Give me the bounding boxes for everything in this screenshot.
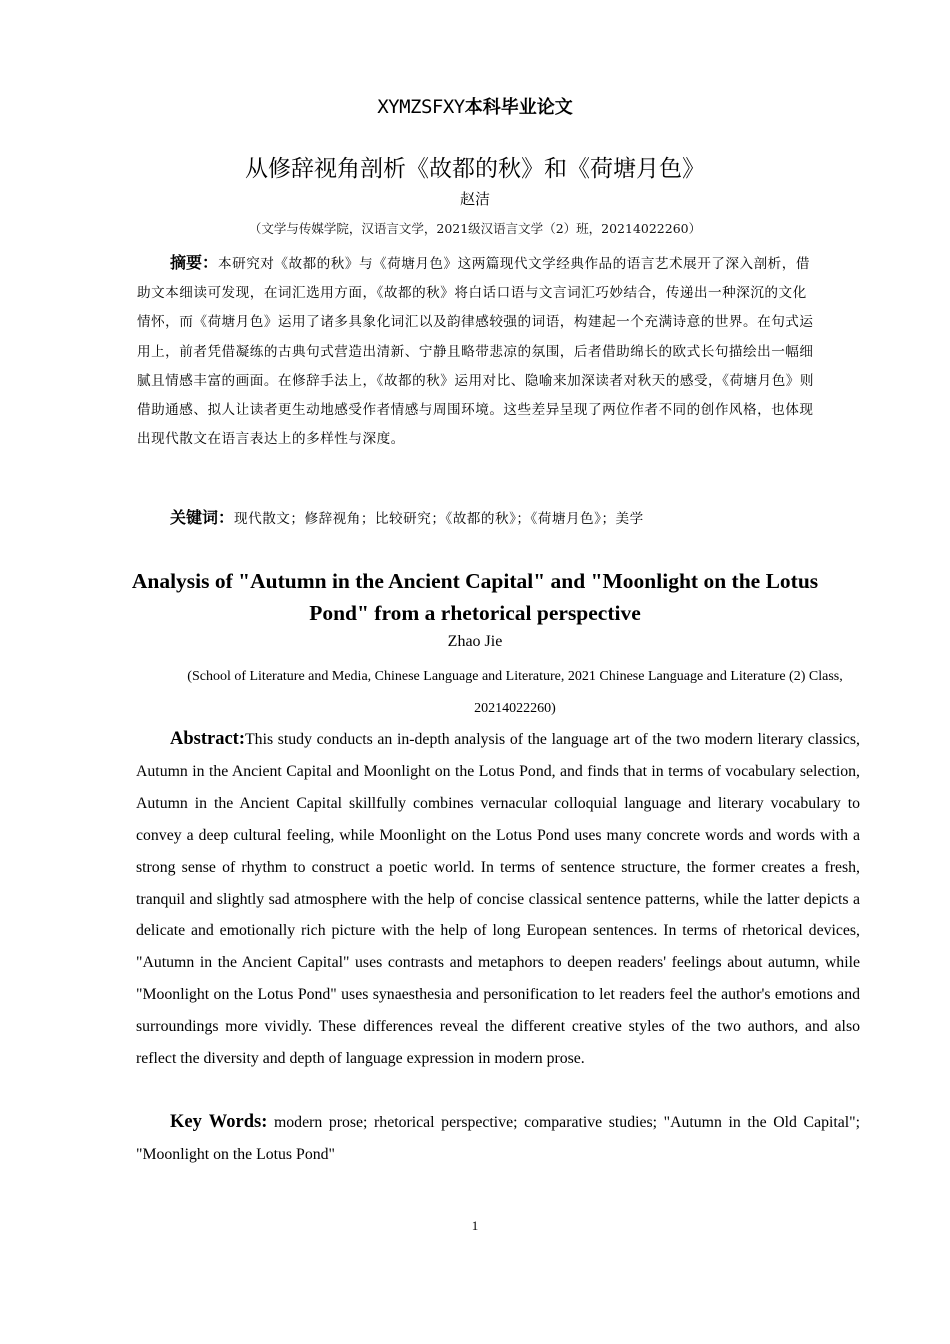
english-keywords-label: Key Words: [170, 1112, 268, 1132]
header-code: XYMZSFXY [377, 96, 465, 118]
english-affiliation: (School of Literature and Media, Chinese Language and Literature, 2021 Chinese Language and Literature (2) Class, 20214022260) [187, 669, 843, 716]
running-header [0, 93, 950, 119]
chinese-affiliation: （文学与传媒学院，汉语言文学，2021级汉语言文学（2）班，20214022260） [248, 221, 702, 236]
chinese-abstract-label: 摘要： [170, 253, 219, 272]
english-abstract [136, 724, 860, 1075]
english-author: Zhao Jie [447, 633, 503, 650]
page-number: 1 [471, 1218, 479, 1233]
english-abstract-label: Abstract: [170, 729, 246, 749]
chinese-keywords-label: 关键词： [170, 508, 235, 527]
english-abstract-text: This study conducts an in-depth analysis of the language art of the two modern literary classics, Autumn in the Ancient Capital and Moonlight on the Lotus Pond, and finds that in terms of vocabulary selection, Autumn in the Ancient Capital skillfully combines vernacular colloquial language and literary vocabulary to convey a deep cultural feeling, while Moonlight on the Lotus Pond uses many concrete words and words with a strong sense of rhythm to construct a poetic world. In terms of sentence structure, the former creates a fresh, tranquil and slightly sad atmosphere with the help of concise classical sentence patterns, while the latter depicts a delicate and emotionally rich picture with the help of long European sentences. In terms of rhetorical devices, "Autumn in the Ancient Capital" uses contrasts and metaphors to deepen readers' feelings about autumn, while "Moonlight on the Lotus Pond" uses synaesthesia and personification to let readers feel the author's emotions and surroundings more vividly. These differences reveal the different creative styles of the two authors, and also reflect the diversity and depth of language expression in modern prose. [136, 731, 860, 1068]
chinese-abstract [137, 248, 817, 454]
english-keywords-text: modern prose; rhetorical perspective; comparative studies; "Autumn in the Old Capital"; "Moonlight on the Lotus Pond" [136, 1114, 860, 1163]
chinese-keywords [137, 505, 817, 532]
chinese-title: 从修辞视角剖析《故都的秋》和《荷塘月色》 [245, 156, 705, 182]
english-title: Analysis of "Autumn in the Ancient Capital" and "Moonlight on the Lotus Pond" from a rhetorical perspective [131, 569, 819, 625]
english-keywords [136, 1107, 860, 1170]
chinese-abstract-text: 本研究对《故都的秋》与《荷塘月色》这两篇现代文学经典作品的语言艺术展开了深入剖析，借助文本细读可发现，在词汇选用方面，《故都的秋》将白话口语与文言词汇巧妙结合，传递出一种深沉的文化情怀，而《荷塘月色》运用了诸多具象化词汇以及韵律感较强的词语，构建起一个充满诗意的世界。在句式运用上，前者凭借凝练的古典句式营造出清新、宁静且略带悲凉的氛围，后者借助绵长的欧式长句描绘出一幅细腻且情感丰富的画面。在修辞手法上，《故都的秋》运用对比、隐喻来加深读者对秋天的感受，《荷塘月色》则借助通感、拟人让读者更生动地感受作者情感与周围环境。这些差异呈现了两位作者不同的创作风格，也体现出现代散文在语言表达上的多样性与深度。 [137, 256, 814, 448]
header-label: 本科毕业论文 [464, 97, 573, 118]
chinese-author: 赵洁 [459, 190, 490, 208]
chinese-keywords-text: 现代散文；修辞视角；比较研究；《故都的秋》；《荷塘月色》；美学 [234, 511, 644, 527]
